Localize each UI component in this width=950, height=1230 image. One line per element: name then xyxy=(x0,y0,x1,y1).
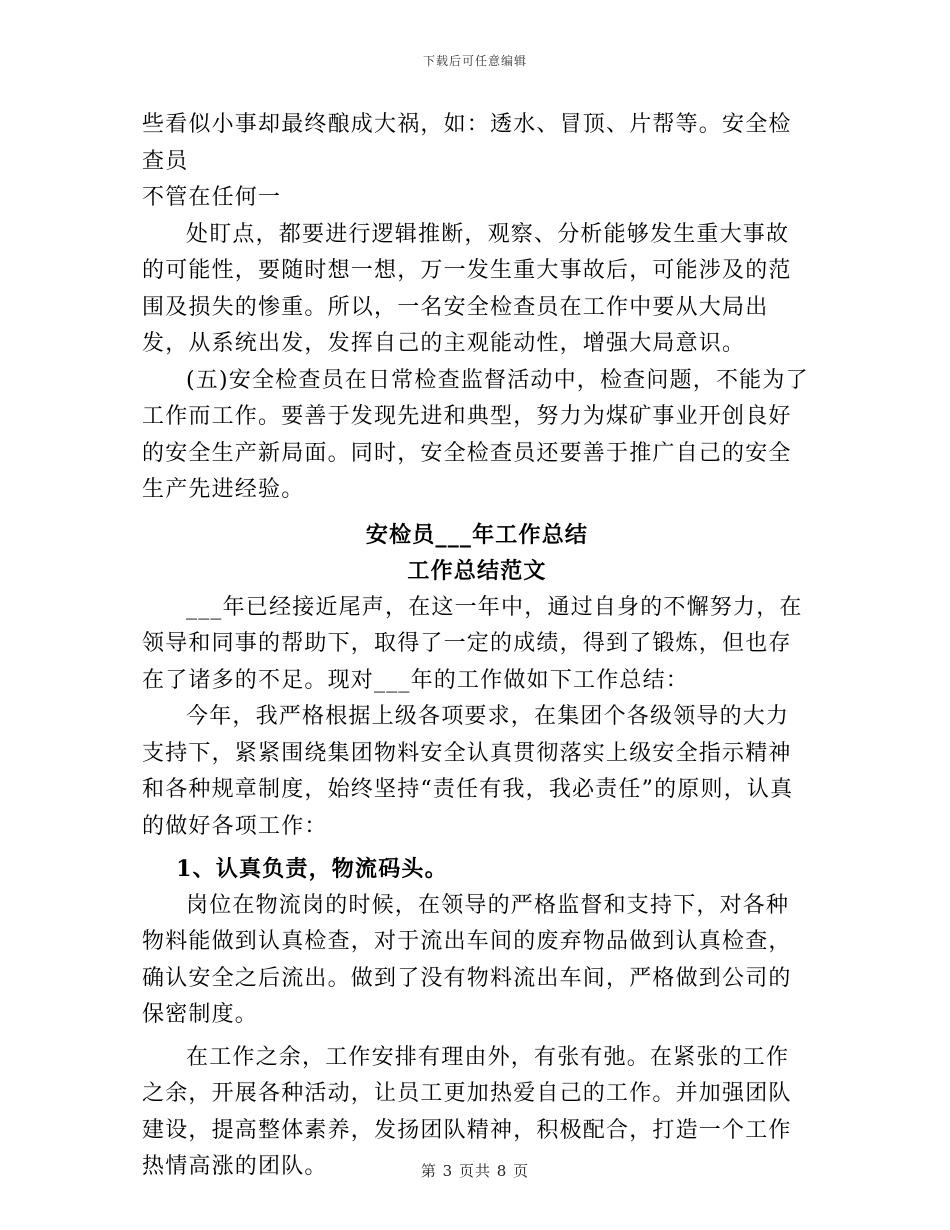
paragraph-observation: 处盯点，都要进行逻辑推断，观察、分析能够发生重大事故的可能性，要随时想一想，万一发生重大事故后，可能涉及的范围及损失的惨重。所以，一名安全检查员在工作中要从大局出发，从系统出发，发挥自己的主观能动性，增强大局意识。 xyxy=(142,221,792,356)
paragraph-continuation-line1: 些看似小事却最终酿成大祸，如：透水、冒顶、片帮等。安全检查员 xyxy=(142,112,792,174)
paragraph-intro: ___年已经接近尾声，在这一年中，通过自身的不懈努力，在领导和同事的帮助下，取得了一定的成绩，得到了锻炼，但也存在了诸多的不足。现对___年的工作做如下工作总结： xyxy=(142,594,803,693)
document-body xyxy=(142,107,812,1186)
paragraph-continuation-line2: 不管在任何一 xyxy=(142,185,282,210)
page-header: 下载后可任意编辑 xyxy=(422,54,527,68)
paragraph-this-year: 今年，我严格根据上级各项要求，在集团个各级领导的大力支持下，紧紧围绕集团物料安全认真贯彻落实上级安全指示精神和各种规章制度，始终坚持“责任有我，我必责任”的原则，认真的做好各项工作： xyxy=(142,704,794,839)
document-title: 安检员___年工作总结 xyxy=(365,521,589,548)
page-footer: 第 3 页共 8 页 xyxy=(420,1162,530,1180)
document-subtitle: 工作总结范文 xyxy=(407,558,547,584)
section-heading-1: 1、认真负责，物流码头。 xyxy=(176,856,448,882)
paragraph-logistics: 岗位在物流岗的时候，在领导的严格监督和支持下，对各种物料能做到认真检查，对于流出车间的废弃物品做到认真检查，确认安全之后流出。做到了没有物料流出车间，严格做到公司的保密制度。 xyxy=(142,892,792,1027)
paragraph-team: 在工作之余，工作安排有理由外，有张有弛。在紧张的工作之余，开展各种活动，让员工更加热爱自己的工作。并加强团队建设，提高整体素养，发扬团队精神，积极配合，打造一个工作热情高涨的团队。 xyxy=(142,1044,792,1179)
paragraph-item-five: (五)安全检查员在日常检查监督活动中，检查问题，不能为了工作而工作。要善于发现先进和典型，努力为煤矿事业开创良好的安全生产新局面。同时，安全检查员还要善于推广自己的安全生产先进经验。 xyxy=(142,367,809,502)
